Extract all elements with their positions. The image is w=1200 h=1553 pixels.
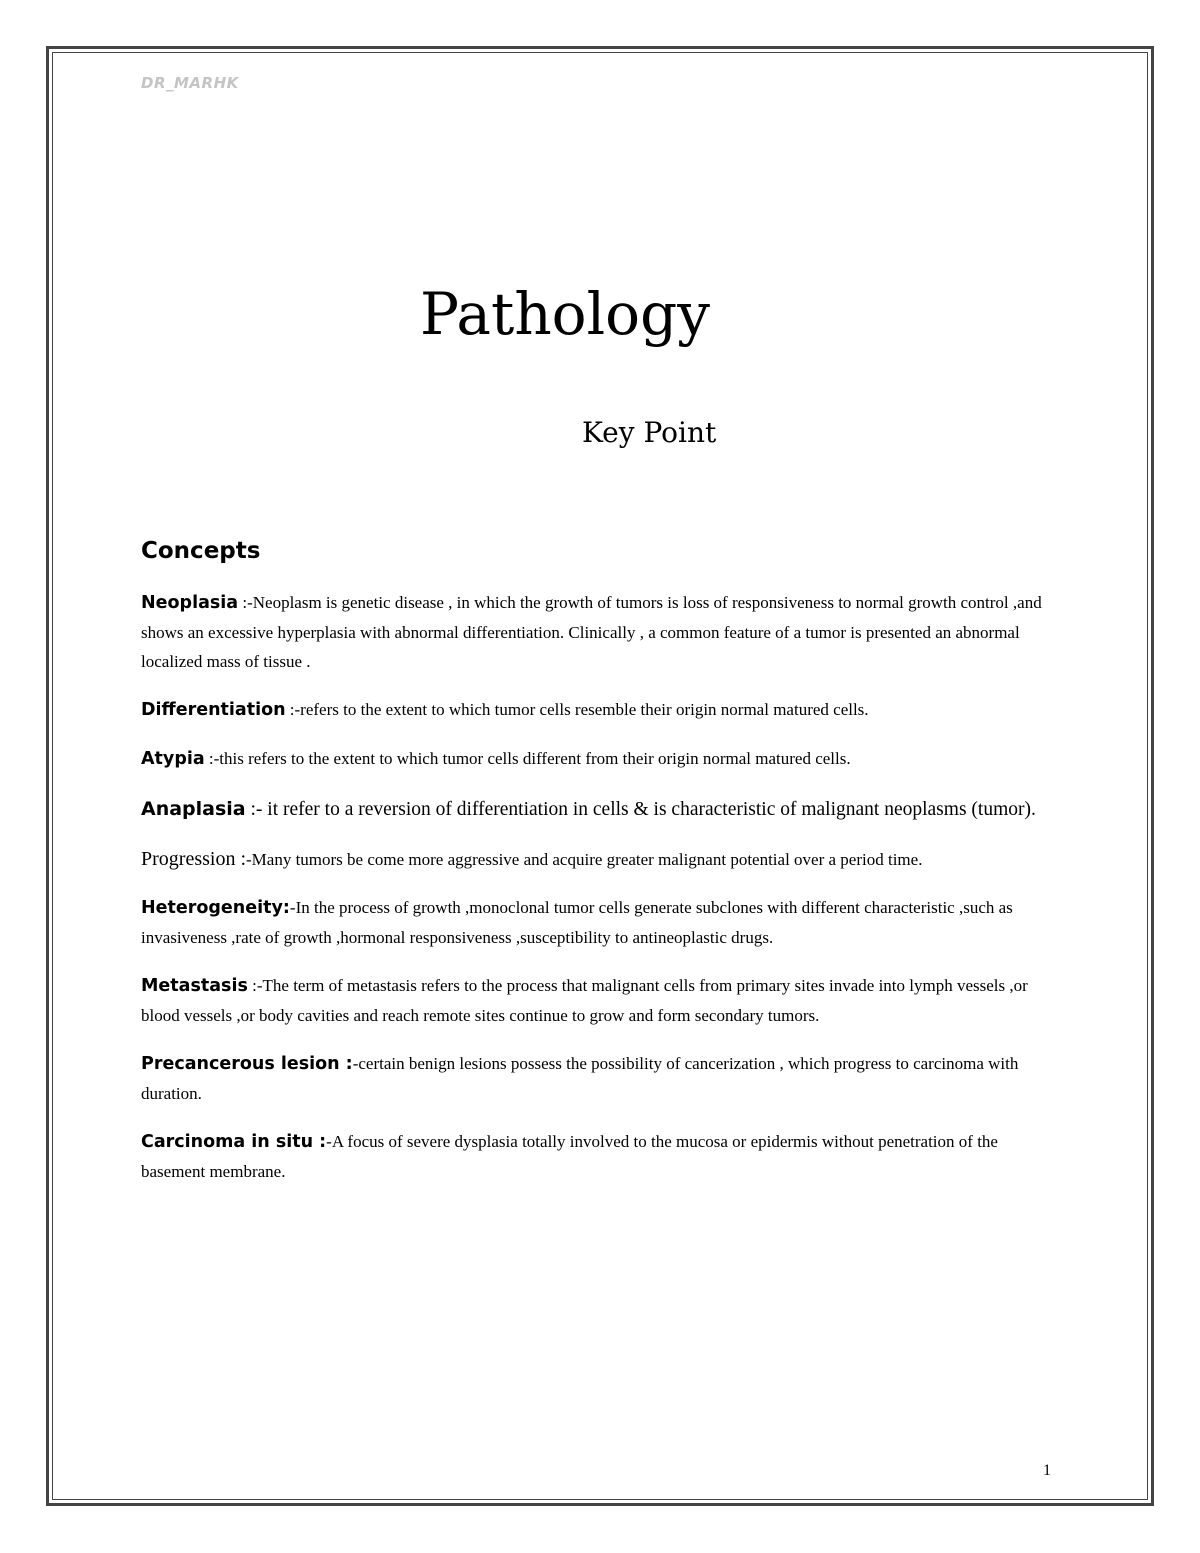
definition-metastasis: :-The term of metastasis refers to the process that malignant cells from primary sites invade into lymph vessels ,or blood vessels ,or body cavities and reach remote sites continue to grow and form secondary tumors. <box>141 976 1028 1025</box>
content-body <box>141 538 1066 1205</box>
definition-heterogeneity: -In the process of growth ,monoclonal tumor cells generate subclones with different characteristic ,such as invasiveness ,rate of growth ,hormonal responsiveness ,susceptibility to antineoplastic drugs. <box>141 898 1013 947</box>
definition-anaplasia: :- it refer to a reversion of differentiation in cells & is characteristic of malignant neoplasms (tumor). <box>245 799 1036 820</box>
entry-precancerous-lesion <box>141 1049 1066 1108</box>
definition-differentiation: :-refers to the extent to which tumor cells resemble their origin normal matured cells. <box>285 700 869 719</box>
entry-neoplasia <box>141 588 1066 676</box>
term-carcinoma-in-situ: Carcinoma in situ : <box>141 1132 327 1152</box>
definition-atypia: :-this refers to the extent to which tumor cells different from their origin normal matured cells. <box>204 749 851 768</box>
definition-carcinoma-in-situ: -A focus of severe dysplasia totally involved to the mucosa or epidermis without penetration of the basement membrane. <box>141 1132 998 1181</box>
term-differentiation: Differentiation <box>141 700 286 720</box>
entry-atypia <box>141 744 1066 774</box>
term-progression: Progression : <box>141 848 246 870</box>
entry-carcinoma-in-situ <box>141 1127 1066 1186</box>
term-metastasis: Metastasis <box>141 976 248 996</box>
term-anaplasia: Anaplasia <box>141 798 246 820</box>
entry-anaplasia <box>141 793 1066 826</box>
term-neoplasia: Neoplasia <box>141 593 239 613</box>
entry-differentiation <box>141 695 1066 725</box>
definition-progression: -Many tumors be come more aggressive and acquire greater malignant potential over a period time. <box>246 850 923 869</box>
section-heading: Concepts <box>141 538 261 564</box>
entry-metastasis <box>141 971 1066 1030</box>
definition-precancerous-lesion: -certain benign lesions possess the possibility of cancerization , which progress to carcinoma with duration. <box>141 1054 1019 1103</box>
term-atypia: Atypia <box>141 749 205 769</box>
entry-heterogeneity <box>141 893 1066 952</box>
term-precancerous-lesion: Precancerous lesion : <box>141 1054 353 1074</box>
term-heterogeneity: Heterogeneity: <box>141 898 290 918</box>
document-title: Pathology <box>420 280 710 348</box>
definition-neoplasia: :-Neoplasm is genetic disease , in which the growth of tumors is loss of responsiveness to normal growth control ,and shows an excessive hyperplasia with abnormal differentiation. Clinically , a common feature of a tumor is presented an abnormal localized mass of tissue . <box>141 593 1042 671</box>
document-subtitle: Key Point <box>582 416 717 449</box>
entry-progression <box>141 845 1066 874</box>
page-number: 1 <box>1043 1462 1051 1479</box>
header-watermark: DR_MARHK <box>141 74 239 92</box>
